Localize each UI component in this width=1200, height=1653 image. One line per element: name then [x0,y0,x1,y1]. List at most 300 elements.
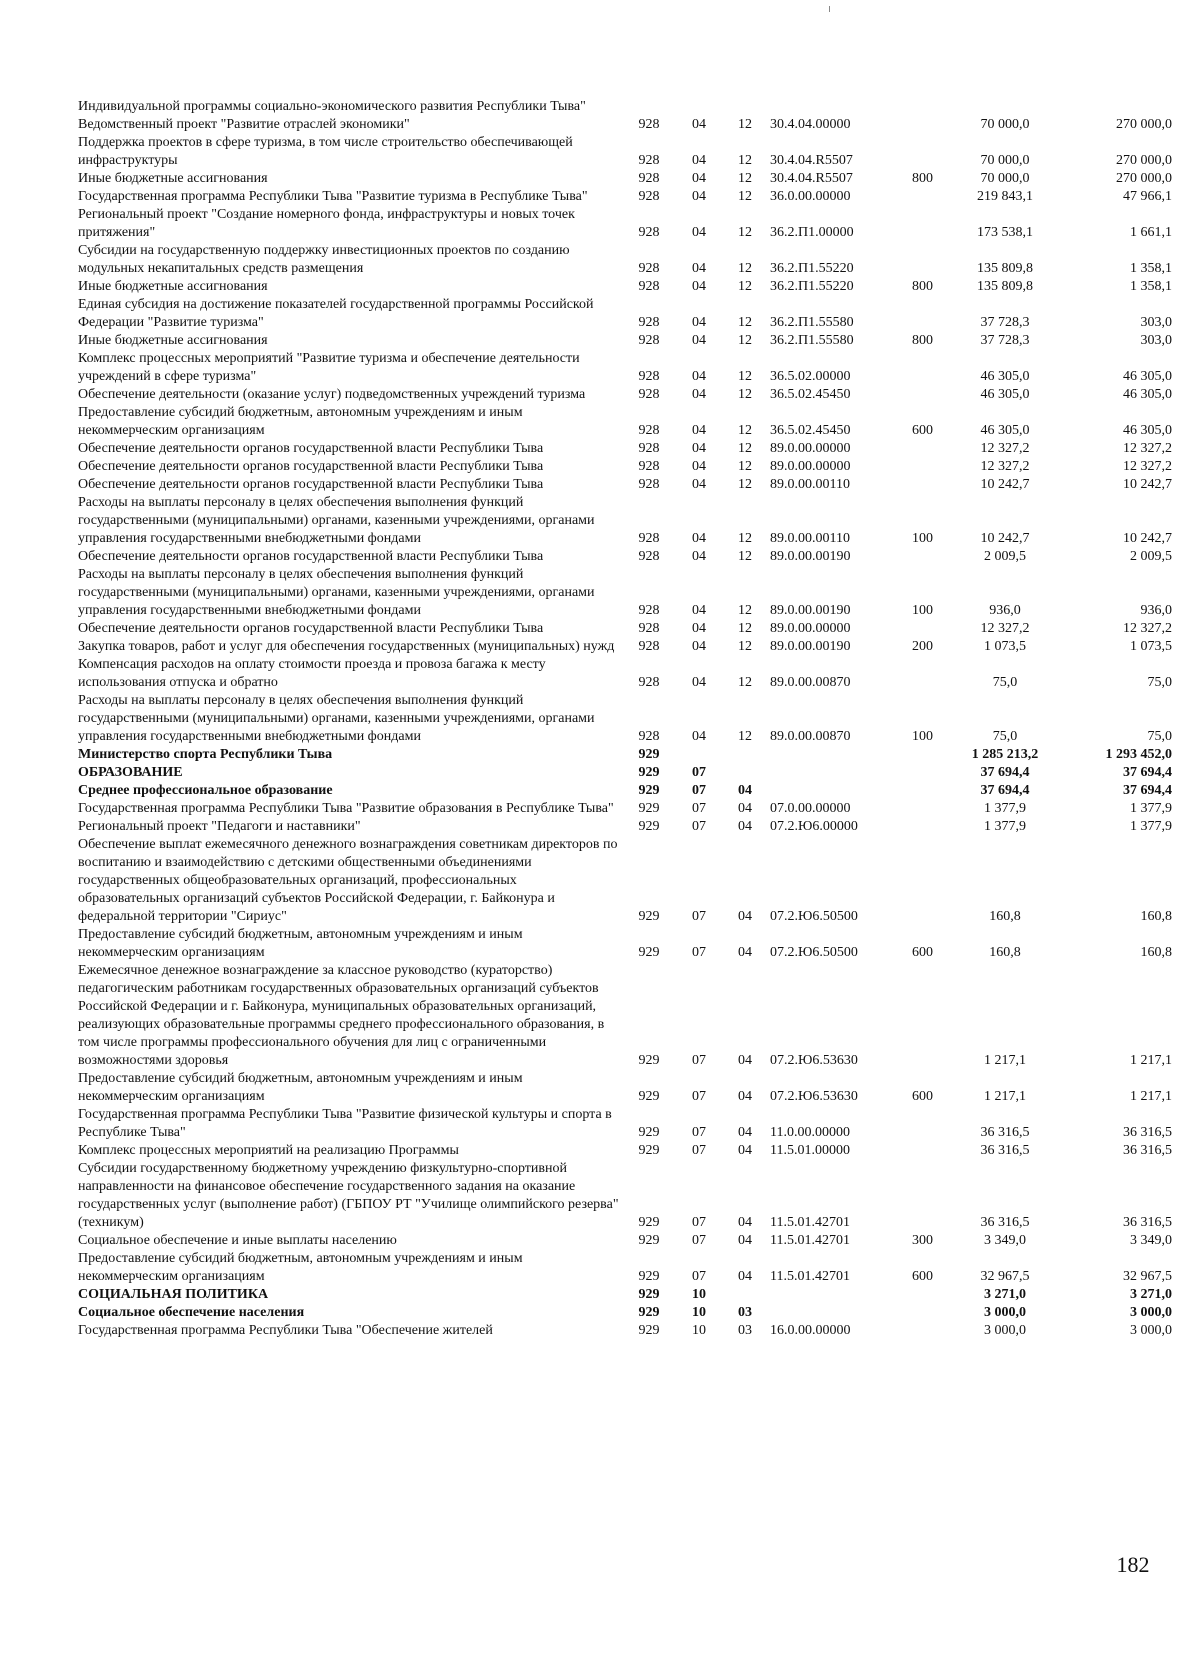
item-name: Субсидии на государственную поддержку инвестиционных проектов по созданию модульных некапитальных средств размещения [78,243,570,276]
amount-year-1: 12 327,2 [980,459,1030,474]
section-code: 07 [692,1125,706,1140]
amount-year-1: 1 073,5 [984,639,1026,654]
item-name: Поддержка проектов в сфере туризма, в том числе строительство обеспечивающей инфраструктуры [78,135,573,168]
amount-year-2: 2 009,5 [1130,549,1172,564]
target-article-code: 36.2.П1.55220 [770,279,854,294]
section-code: 04 [692,171,706,186]
section-code: 07 [692,1269,706,1284]
amount-year-1: 46 305,0 [980,423,1030,438]
expense-type-code [895,620,950,638]
subsection-code: 12 [738,621,752,636]
section-code: 07 [692,1233,706,1248]
section-code: 04 [692,477,706,492]
amount-year-1: 160,8 [989,945,1021,960]
amount-year-2: 47 966,1 [1123,189,1172,204]
item-name: Иные бюджетные ассигнования [78,171,268,186]
grbs-code: 928 [638,171,660,186]
subsection-code: 04 [738,819,752,834]
table-row [78,170,1172,188]
amount-year-1: 75,0 [992,729,1018,744]
item-name: Расходы на выплаты персоналу в целях обеспечения выполнения функций государственными (муниципальными) органами, казенными учреждениями, органами управления государственными внебюджетными фондами [78,495,595,546]
section-code: 07 [692,1089,706,1104]
section-code: 07 [692,783,706,798]
target-article-code: 07.2.Ю6.50500 [770,909,858,924]
item-name: Субсидии государственному бюджетному учреждению физкультурно-спортивной направленности на финансовое обеспечение государственного задания на оказание государственных услуг (выполнение работ) (ГБПОУ РТ "Училище олимпийского резерва" (техникум) [78,1161,619,1230]
table-row [78,476,1172,494]
subsection-code: 04 [738,783,752,798]
section-code: 07 [692,765,706,780]
subsection-code: 04 [738,1125,752,1140]
target-article-code: 30.4.04.R5507 [770,171,853,186]
grbs-code: 929 [638,1215,660,1230]
target-article-code: 11.5.01.42701 [770,1269,850,1284]
amount-year-2: 1 217,1 [1130,1053,1172,1068]
grbs-code: 929 [638,1269,660,1284]
expense-type-code [895,134,950,170]
subsection-code: 03 [738,1305,752,1320]
item-name: Ведомственный проект "Развитие отраслей экономики" [78,117,410,132]
grbs-code: 928 [638,225,660,240]
amount-year-2: 46 305,0 [1123,387,1172,402]
subsection-code: 04 [738,1143,752,1158]
item-name: Социальное обеспечение и иные выплаты населению [78,1233,397,1248]
section-code: 04 [692,441,706,456]
table-row [78,350,1172,386]
amount-year-2: 10 242,7 [1123,477,1172,492]
section-code: 07 [692,1143,706,1158]
table-row [78,242,1172,278]
subsection-code: 12 [738,153,752,168]
section-code: 04 [692,603,706,618]
grbs-code: 928 [638,117,660,132]
grbs-code: 928 [638,369,660,384]
subsection-code: 12 [738,729,752,744]
target-article-code: 11.5.01.00000 [770,1143,850,1158]
item-name: Расходы на выплаты персоналу в целях обеспечения выполнения функций государственными (муниципальными) органами, казенными учреждениями, органами управления государственными внебюджетными фондами [78,693,595,744]
amount-year-1: 36 316,5 [980,1143,1030,1158]
amount-year-2: 75,0 [1147,675,1172,690]
amount-year-1: 37 728,3 [980,315,1030,330]
grbs-code: 928 [638,639,660,654]
amount-year-1: 12 327,2 [980,441,1030,456]
expense-type-code [895,98,950,116]
subsection-code: 12 [738,531,752,546]
subsection-code: 04 [738,1053,752,1068]
item-name: Иные бюджетные ассигнования [78,279,268,294]
amount-year-1: 160,8 [989,909,1021,924]
expense-type-code: 600 [912,945,933,960]
table-row [78,548,1172,566]
grbs-code: 929 [638,783,660,798]
table-row [78,188,1172,206]
subsection-code: 12 [738,441,752,456]
amount-year-1: 37 728,3 [980,333,1030,348]
table-row [78,1160,1172,1232]
target-article-code [770,782,895,800]
amount-year-2: 46 305,0 [1123,369,1172,384]
amount-year-2: 37 694,4 [1123,765,1172,780]
amount-year-2: 160,8 [1140,945,1172,960]
table-row [78,818,1172,836]
grbs-code: 928 [638,603,660,618]
subsection-code: 12 [738,603,752,618]
expense-type-code [895,548,950,566]
amount-year-2: 1 073,5 [1130,639,1172,654]
item-name: Единая субсидия на достижение показателей государственной программы Российской Федерации "Развитие туризма" [78,297,594,330]
section-code: 04 [692,261,706,276]
table-row [78,1142,1172,1160]
section-code: 07 [692,819,706,834]
grbs-code: 929 [638,801,660,816]
expense-type-code [895,800,950,818]
grbs-code: 929 [638,909,660,924]
item-name: Предоставление субсидий бюджетным, автономным учреждениям и иным некоммерческим организациям [78,405,523,438]
expense-type-code [895,1106,950,1142]
target-article-code: 89.0.00.00000 [770,459,851,474]
grbs-code: 929 [638,819,660,834]
target-article-code: 16.0.00.00000 [770,1323,851,1338]
section-code: 04 [692,369,706,384]
table-row [78,1106,1172,1142]
expense-type-code [895,476,950,494]
scan-speck [829,6,830,12]
target-article-code: 30.4.04.R5507 [770,153,853,168]
section-code: 07 [692,1215,706,1230]
expense-type-code: 600 [912,1089,933,1104]
grbs-code: 929 [638,1143,660,1158]
amount-year-2: 1 377,9 [1130,819,1172,834]
expense-type-code [895,242,950,278]
amount-year-1: 70 000,0 [980,171,1030,186]
grbs-code: 928 [638,441,660,456]
table-row [78,332,1172,350]
target-article-code: 07.2.Ю6.50500 [770,945,858,960]
section-code: 04 [692,729,706,744]
subsection-code [720,1286,770,1304]
grbs-code: 929 [638,1233,660,1248]
table-row [78,440,1172,458]
amount-year-1: 75,0 [992,675,1018,690]
target-article-code: 89.0.00.00000 [770,441,851,456]
grbs-code: 929 [638,1323,660,1338]
subsection-code: 12 [738,171,752,186]
target-article-code [770,1286,895,1304]
expense-type-code [895,782,950,800]
grbs-code [620,98,678,116]
item-name: Государственная программа Республики Тыва "Развитие туризма в Республике Тыва" [78,189,588,204]
item-name: Государственная программа Республики Тыва "Обеспечение жителей [78,1323,493,1338]
expense-type-code [895,296,950,332]
amount-year-2: 1 293 452,0 [1105,747,1172,762]
budget-table [78,98,1172,1340]
table-row [78,566,1172,620]
section-code: 10 [692,1305,706,1320]
grbs-code: 928 [638,153,660,168]
subsection-code: 12 [738,387,752,402]
table-row [78,1322,1172,1340]
subsection-code: 12 [738,477,752,492]
item-name: Комплекс процессных мероприятий "Развитие туризма и обеспечение деятельности учреждений в сфере туризма" [78,351,580,384]
subsection-code [720,746,770,764]
section-code: 04 [692,621,706,636]
amount-year-1: 36 316,5 [980,1215,1030,1230]
subsection-code: 12 [738,225,752,240]
amount-year-1: 219 843,1 [977,189,1033,204]
subsection-code: 04 [738,945,752,960]
subsection-code: 12 [738,261,752,276]
amount-year-2: 3 000,0 [1130,1323,1172,1338]
expense-type-code [895,350,950,386]
section-code: 10 [692,1287,706,1302]
expense-type-code [895,764,950,782]
amount-year-2: 10 242,7 [1123,531,1172,546]
item-name: Иные бюджетные ассигнования [78,333,268,348]
grbs-code: 928 [638,189,660,204]
item-name: Предоставление субсидий бюджетным, автономным учреждениям и иным некоммерческим организациям [78,1071,523,1104]
amount-year-1: 3 349,0 [984,1233,1026,1248]
amount-year-2: 46 305,0 [1123,423,1172,438]
amount-year-2: 1 358,1 [1130,279,1172,294]
item-name: Комплекс процессных мероприятий на реализацию Программы [78,1143,459,1158]
target-article-code: 89.0.00.00190 [770,639,851,654]
amount-year-1: 46 305,0 [980,387,1030,402]
section-code: 04 [692,315,706,330]
item-name: Региональный проект "Педагоги и наставники" [78,819,361,834]
table-row [78,1232,1172,1250]
target-article-code: 89.0.00.00110 [770,477,850,492]
grbs-code: 928 [638,675,660,690]
item-name: Обеспечение деятельности органов государственной власти Республики Тыва [78,441,544,456]
table-row [78,764,1172,782]
table-row [78,134,1172,170]
target-article-code: 30.4.04.00000 [770,117,851,132]
table-row [78,926,1172,962]
amount-year-1: 1 285 213,2 [971,747,1039,762]
amount-year-1: 1 377,9 [984,819,1026,834]
expense-type-code [895,1322,950,1340]
budget-table-body [78,98,1172,1340]
section-code: 04 [692,279,706,294]
item-name: Закупка товаров, работ и услуг для обеспечения государственных (муниципальных) нужд [78,639,615,654]
item-name: СОЦИАЛЬНАЯ ПОЛИТИКА [78,1287,269,1302]
target-article-code: 89.0.00.00000 [770,621,851,636]
table-row [78,1286,1172,1304]
section-code: 04 [692,639,706,654]
amount-year-1: 3 000,0 [984,1323,1026,1338]
table-row [78,746,1172,764]
section-code: 04 [692,333,706,348]
subsection-code: 12 [738,423,752,438]
section-code [678,98,720,116]
subsection-code: 12 [738,639,752,654]
expense-type-code [895,1286,950,1304]
amount-year-2: 12 327,2 [1123,459,1172,474]
expense-type-code [895,458,950,476]
section-code: 04 [692,675,706,690]
item-name: Индивидуальной программы социально-экономического развития Республики Тыва" [78,99,586,114]
amount-year-1: 32 967,5 [980,1269,1030,1284]
item-name: Предоставление субсидий бюджетным, автономным учреждениям и иным некоммерческим организациям [78,1251,523,1284]
section-code: 07 [692,1053,706,1068]
target-article-code: 36.2.П1.55580 [770,315,854,330]
table-row [78,1304,1172,1322]
amount-year-2: 36 316,5 [1123,1125,1172,1140]
amount-year-1: 37 694,4 [980,765,1030,780]
amount-year-2: 37 694,4 [1123,783,1172,798]
table-row [78,1070,1172,1106]
amount-year-2: 270 000,0 [1116,153,1172,168]
expense-type-code [895,656,950,692]
subsection-code: 12 [738,333,752,348]
amount-year-1: 1 217,1 [984,1053,1026,1068]
amount-year-2: 1 358,1 [1130,261,1172,276]
target-article-code: 11.0.00.00000 [770,1125,850,1140]
target-article-code [770,764,895,782]
amount-year-1: 70 000,0 [980,117,1030,132]
amount-year-1: 70 000,0 [980,153,1030,168]
grbs-code: 928 [638,459,660,474]
amount-year-2: 36 316,5 [1123,1143,1172,1158]
subsection-code: 12 [738,117,752,132]
target-article-code: 07.2.Ю6.53630 [770,1089,858,1104]
target-article-code: 11.5.01.42701 [770,1233,850,1248]
expense-type-code: 100 [912,729,933,744]
amount-year-2: 3 271,0 [1130,1287,1172,1302]
item-name: Министерство спорта Республики Тыва [78,747,333,762]
table-row [78,692,1172,746]
table-row [78,494,1172,548]
amount-year-2: 303,0 [1140,333,1172,348]
table-row [78,386,1172,404]
expense-type-code: 600 [912,1269,933,1284]
amount-year-1: 1 377,9 [984,801,1026,816]
amount-year-1 [950,98,1060,116]
table-row [78,620,1172,638]
subsection-code: 12 [738,315,752,330]
target-article-code: 07.2.Ю6.53630 [770,1053,858,1068]
grbs-code: 929 [638,1287,660,1302]
table-row [78,206,1172,242]
section-code: 10 [692,1323,706,1338]
amount-year-2: 936,0 [1140,603,1172,618]
grbs-code: 928 [638,387,660,402]
subsection-code: 12 [738,279,752,294]
amount-year-1: 3 000,0 [984,1305,1026,1320]
expense-type-code: 800 [912,171,933,186]
amount-year-2: 1 661,1 [1130,225,1172,240]
expense-type-code [895,386,950,404]
item-name: Ежемесячное денежное вознаграждение за классное руководство (кураторство) педагогическим работникам государственных образовательных организаций субъектов Российской Федерации и г. Байконура, муниципальных образовательных организаций, реализующих образовательные программы среднего профессионального образования, в том числе программы профессионального обучения для лиц с ограниченными возможностями здоровья [78,963,605,1068]
table-row [78,836,1172,926]
expense-type-code [895,1304,950,1322]
amount-year-1: 3 271,0 [984,1287,1026,1302]
subsection-code: 04 [738,1215,752,1230]
target-article-code: 36.5.02.45450 [770,423,851,438]
amount-year-2: 270 000,0 [1116,117,1172,132]
table-row [78,98,1172,116]
amount-year-1: 37 694,4 [980,783,1030,798]
section-code: 04 [692,549,706,564]
amount-year-1: 36 316,5 [980,1125,1030,1140]
subsection-code: 04 [738,1269,752,1284]
target-article-code: 11.5.01.42701 [770,1215,850,1230]
expense-type-code [895,188,950,206]
grbs-code: 928 [638,333,660,348]
target-article-code: 89.0.00.00110 [770,531,850,546]
grbs-code: 928 [638,315,660,330]
amount-year-2: 32 967,5 [1123,1269,1172,1284]
amount-year-1: 12 327,2 [980,621,1030,636]
grbs-code: 928 [638,549,660,564]
amount-year-1: 936,0 [989,603,1021,618]
section-code: 04 [692,531,706,546]
item-name: Обеспечение деятельности органов государственной власти Республики Тыва [78,459,544,474]
amount-year-2: 3 000,0 [1130,1305,1172,1320]
grbs-code: 929 [638,1125,660,1140]
target-article-code: 36.2.П1.00000 [770,225,854,240]
item-name: Расходы на выплаты персоналу в целях обеспечения выполнения функций государственными (муниципальными) органами, казенными учреждениями, органами управления государственными внебюджетными фондами [78,567,595,618]
amount-year-1: 10 242,7 [980,531,1030,546]
subsection-code: 12 [738,675,752,690]
expense-type-code [895,116,950,134]
amount-year-1: 1 217,1 [984,1089,1026,1104]
expense-type-code [895,1142,950,1160]
grbs-code: 928 [638,531,660,546]
table-row [78,404,1172,440]
item-name: Государственная программа Республики Тыва "Развитие физической культуры и спорта в Республике Тыва" [78,1107,612,1140]
amount-year-1: 135 809,8 [977,261,1033,276]
grbs-code: 928 [638,477,660,492]
table-row [78,458,1172,476]
expense-type-code: 200 [912,639,933,654]
amount-year-1: 135 809,8 [977,279,1033,294]
item-name: Государственная программа Республики Тыва "Развитие образования в Республике Тыва" [78,801,614,816]
amount-year-2: 270 000,0 [1116,171,1172,186]
expense-type-code: 300 [912,1233,933,1248]
table-row [78,638,1172,656]
amount-year-2: 12 327,2 [1123,621,1172,636]
item-name: Обеспечение деятельности органов государственной власти Республики Тыва [78,549,544,564]
target-article-code: 07.0.00.00000 [770,801,851,816]
item-name: Среднее профессиональное образование [78,783,333,798]
table-row [78,1250,1172,1286]
item-name: Обеспечение деятельности органов государственной власти Республики Тыва [78,621,544,636]
table-row [78,800,1172,818]
target-article-code: 36.2.П1.55220 [770,261,854,276]
amount-year-1: 2 009,5 [984,549,1026,564]
amount-year-2: 3 349,0 [1130,1233,1172,1248]
item-name: Социальное обеспечение населения [78,1305,305,1320]
item-name: Региональный проект "Создание номерного фонда, инфраструктуры и новых точек притяжения" [78,207,575,240]
grbs-code: 929 [638,945,660,960]
amount-year-1: 10 242,7 [980,477,1030,492]
section-code: 04 [692,423,706,438]
item-name: ОБРАЗОВАНИЕ [78,765,183,780]
subsection-code: 12 [738,459,752,474]
target-article-code: 89.0.00.00190 [770,603,851,618]
amount-year-1: 173 538,1 [977,225,1033,240]
subsection-code [720,98,770,116]
section-code: 07 [692,801,706,816]
subsection-code: 04 [738,801,752,816]
target-article-code: 36.5.02.00000 [770,369,851,384]
target-article-code: 36.2.П1.55580 [770,333,854,348]
amount-year-2: 75,0 [1147,729,1172,744]
table-row [78,296,1172,332]
expense-type-code [895,746,950,764]
grbs-code: 929 [638,1305,660,1320]
target-article-code: 36.0.00.00000 [770,189,851,204]
